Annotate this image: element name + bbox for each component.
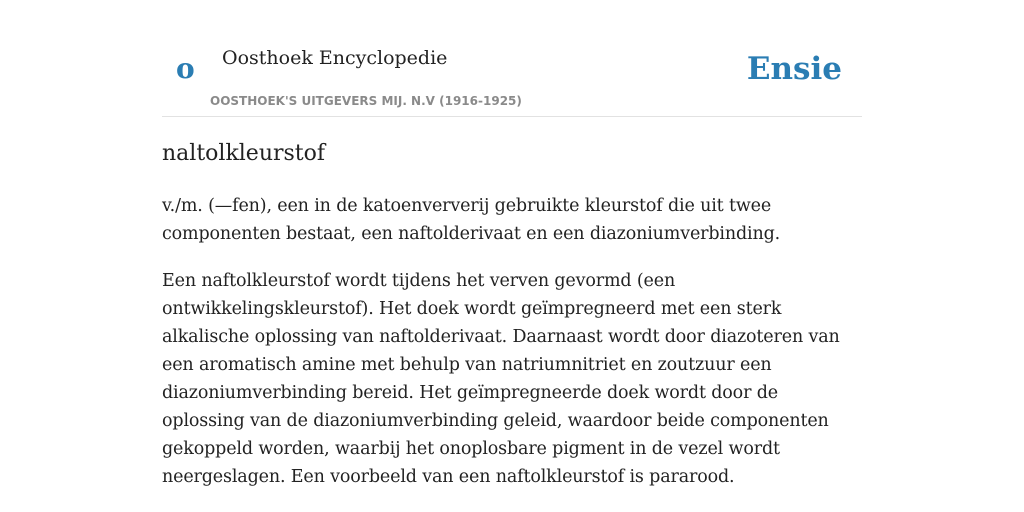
entry-content — [162, 138, 862, 491]
source-logo[interactable]: o — [176, 52, 195, 85]
entry-paragraph-explanation: Een naftolkleurstof wordt tijdens het verven gevormd (een ontwikkelingskleurstof). Het doek wordt geïmpregneerd met een sterk alkalische oplossing van naftolderivaat. Daarnaast wordt door diazoteren van een aromatisch amine met behulp van natriumnitriet en zoutzuur een diazoniumverbinding bereid. Het geïmpregneerde doek wordt door de oplossing van de diazoniumverbinding geleid, waardoor beide componenten gekoppeld worden, waarbij het onoplosbare pigment in de vezel wordt neergeslagen. Een voorbeeld van een naftolkleurstof is pararood. — [162, 271, 840, 487]
source-subtitle: OOSTHOEK'S UITGEVERS MIJ. N.V (1916-1925) — [210, 94, 522, 108]
entry-paragraph-definition: v./m. (—fen), een in de katoenververij gebruikte kleurstof die uit twee componenten bestaat, een naftolderivaat en een diazoniumverbinding. — [162, 196, 781, 244]
page-header — [162, 0, 862, 117]
entry-title: naltolkleurstof — [162, 141, 326, 166]
ensie-brand-link[interactable]: Ensie — [746, 51, 842, 87]
source-title[interactable]: Oosthoek Encyclopedie — [222, 47, 448, 69]
